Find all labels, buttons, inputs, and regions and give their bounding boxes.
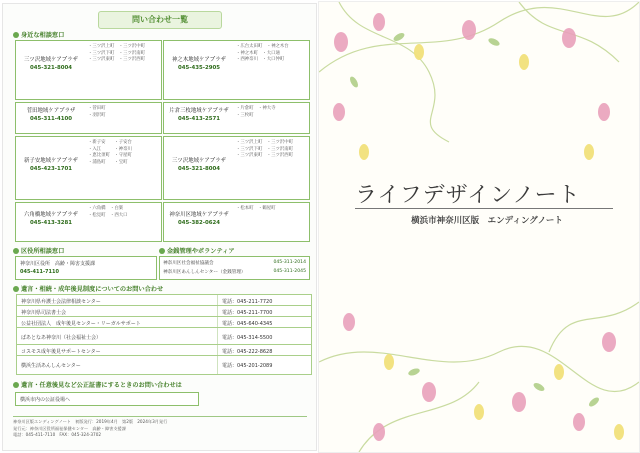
section-wish-heading: 遺言・任意後見など公正証書にするときのお問い合わせは — [13, 380, 182, 389]
bullet-icon — [159, 248, 165, 254]
plaza-box-7 — [15, 202, 162, 242]
legal-row: ぱあとなあ神奈川（社会福祉士会） 電話：045-314-5500 — [16, 327, 312, 347]
plaza-box-5 — [15, 136, 162, 200]
wish-label: 横浜市内の公証役場へ — [20, 397, 71, 403]
bullet-icon — [13, 382, 19, 388]
section-local-heading: 身近な相談窓口 — [13, 30, 64, 39]
cover-page — [318, 1, 640, 453]
contact-list-page — [2, 3, 317, 451]
plaza-box-3 — [15, 102, 162, 134]
plaza-towns: ・六角橋 ・白楽 ・松見町 ・西大口 — [88, 206, 128, 218]
plaza-label: 神奈川区地域ケアプラザ 045-382-0624 — [169, 212, 229, 226]
office-box — [15, 256, 157, 280]
wish-box — [15, 392, 199, 406]
social-label: 神奈川区社会福祉協議会 — [163, 261, 214, 266]
plaza-towns: ・菅田町 ・羽沢町 — [88, 106, 106, 118]
social-tel: 045-311-2045 — [273, 269, 306, 274]
legal-row: コスモス成年後見サポートセンター 電話：045-222-8628 — [16, 344, 312, 358]
title-divider — [355, 208, 613, 209]
plaza-box-6 — [163, 136, 310, 200]
plaza-label: 三ツ沢地域ケアプラザ 045-321-8004 — [24, 57, 78, 71]
plaza-box-1 — [15, 40, 162, 100]
social-box — [159, 256, 310, 280]
section-social-heading: 金銭管理やボランティア — [159, 246, 235, 255]
plaza-box-4 — [163, 102, 310, 134]
plaza-towns: ・松本町 ・鶴屋町 — [236, 206, 276, 211]
bullet-icon — [13, 248, 19, 254]
cover-subtitle: 横浜市神奈川区版 エンディングノート — [411, 216, 563, 226]
page-header: 問い合わせ一覧 — [98, 11, 222, 29]
colophon: 神奈川区版エンディングノート 初版発行：2019年4月 第2版 2024年3月発行 発行元：神奈川区役所福祉保健センター 高齢・障害支援課 電話：045-411-7110 FAX：045-324-3702 — [13, 416, 307, 439]
legal-row: 横浜生活あんしんセンター 電話：045-201-2089 — [16, 355, 312, 375]
plaza-towns: ・新子安 ・子安台 ・入江 ・神奈川 ・恵比須町 ・守屋町 ・浦島町 ・宝町 — [88, 140, 132, 165]
bullet-icon — [13, 32, 19, 38]
plaza-label: 新子安地域ケアプラザ 045-423-1701 — [24, 158, 78, 172]
plaza-label: 片倉三枚地域ケアプラザ 045-413-2571 — [169, 108, 229, 122]
plaza-box-2 — [163, 40, 310, 100]
legal-row: 公益社団法人 成年後見センター・リーガルサポート 電話：045-640-4345 — [16, 316, 312, 330]
section-legal-heading: 遺言・相続・成年後見制度についてのお問い合わせ — [13, 284, 163, 293]
office-label: 神奈川区役所 高齢・障害支援課 — [20, 261, 96, 267]
plaza-label: 神之木地域ケアプラザ 045-435-2905 — [172, 57, 226, 71]
plaza-label: 菅田地域ケアプラザ 045-311-4100 — [26, 108, 76, 122]
social-label: 神奈川区あんしんセンター（金銭管理） — [163, 270, 246, 275]
plaza-towns: ・三ツ沢上町 ・三ツ沢中町 ・三ツ沢下町 ・三ツ沢南町 ・三ツ沢東町 ・三ツ沢西町 — [236, 140, 294, 159]
bullet-icon — [13, 286, 19, 292]
plaza-box-8 — [163, 202, 310, 242]
legal-row: 神奈川県司法書士会 電話：045-211-7700 — [16, 305, 312, 319]
plaza-label: 六角橋地域ケアプラザ 045-413-3281 — [24, 212, 78, 226]
floral-border-illustration — [319, 2, 639, 452]
plaza-towns: ・片倉町 ・神大寺 ・三枚町 — [236, 106, 276, 118]
section-office-heading: 区役所相談窓口 — [13, 246, 64, 255]
social-tel: 045-311-2014 — [273, 260, 306, 265]
office-tel: 045-411-7110 — [20, 269, 59, 275]
plaza-label: 三ツ沢地域ケアプラザ 045-321-8004 — [172, 158, 226, 172]
legal-row: 神奈川県弁護士会法律相談センター 電話：045-211-7720 — [16, 294, 312, 308]
plaza-towns: ・三ツ沢上町 ・三ツ沢中町 ・三ツ沢下町 ・三ツ沢南町 ・三ツ沢東町 ・三ツ沢西町 — [88, 44, 146, 63]
plaza-towns: ・広台太田町 ・神之木台 ・神之木町 ・大口通 ・西神奈川 ・大口仲町 — [236, 44, 289, 63]
cover-title: ライフデザインノート — [355, 183, 581, 208]
